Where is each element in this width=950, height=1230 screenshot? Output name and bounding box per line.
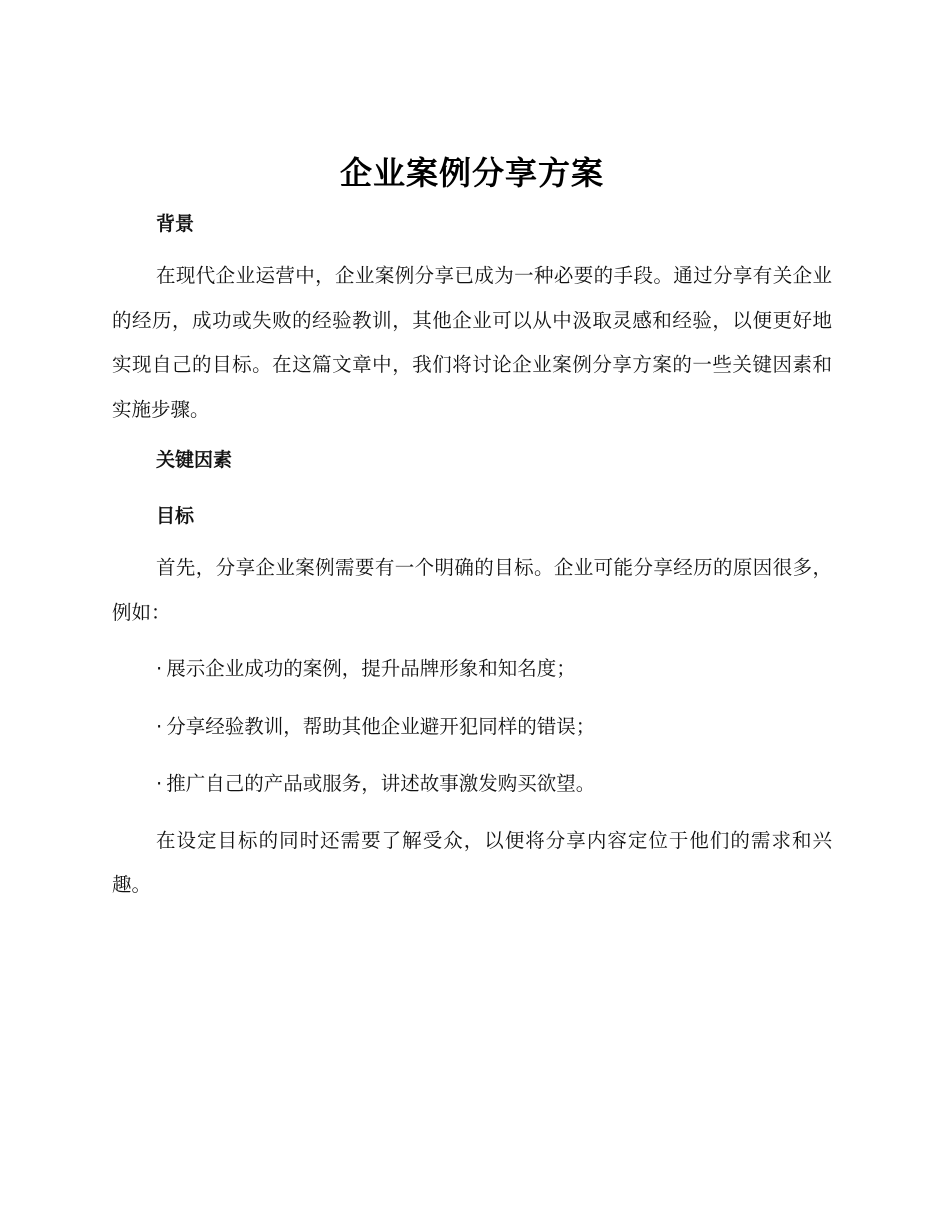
bullet-marker: · [156, 772, 163, 795]
spacer [112, 807, 832, 819]
paragraph-audience: 在设定目标的同时还需要了解受众，以便将分享内容定位于他们的需求和兴趣。 [112, 828, 832, 896]
list-item [112, 647, 832, 692]
spacer [112, 532, 832, 546]
list-item-text: 分享经验教训，帮助其他企业避开犯同样的错误； [166, 714, 596, 738]
heading-key-factors: 关键因素 [156, 449, 233, 471]
goal-bullet-list [112, 647, 832, 807]
document-content [112, 150, 832, 908]
paragraph-background: 在现代企业运营中，企业案例分享已成为一种必要的手段。通过分享有关企业的经历，成功或失败的经验教训，其他企业可以从中汲取灵感和经验，以便更好地实现自己的目标。在这篇文章中，我们将讨论企业案例分享方案的一些关键因素和实施步骤。 [112, 264, 832, 421]
spacer [112, 635, 832, 647]
spacer [112, 196, 832, 208]
bullet-marker: · [156, 714, 163, 738]
spacer [112, 432, 832, 444]
list-item [112, 762, 832, 807]
bullet-marker: · [156, 657, 163, 680]
spacer [112, 476, 832, 488]
list-item-text: 推广自己的产品或服务，讲述故事激发购买欲望。 [166, 772, 596, 795]
spacer [112, 240, 832, 254]
heading-goal: 目标 [156, 505, 195, 527]
paragraph-goal: 首先，分享企业案例需要有一个明确的目标。企业可能分享经历的原因很多，例如： [112, 556, 832, 624]
list-item [112, 705, 832, 750]
list-item-text: 展示企业成功的案例，提升品牌形象和知名度； [166, 657, 576, 680]
document-title: 企业案例分享方案 [339, 154, 604, 192]
heading-background: 背景 [156, 213, 195, 235]
